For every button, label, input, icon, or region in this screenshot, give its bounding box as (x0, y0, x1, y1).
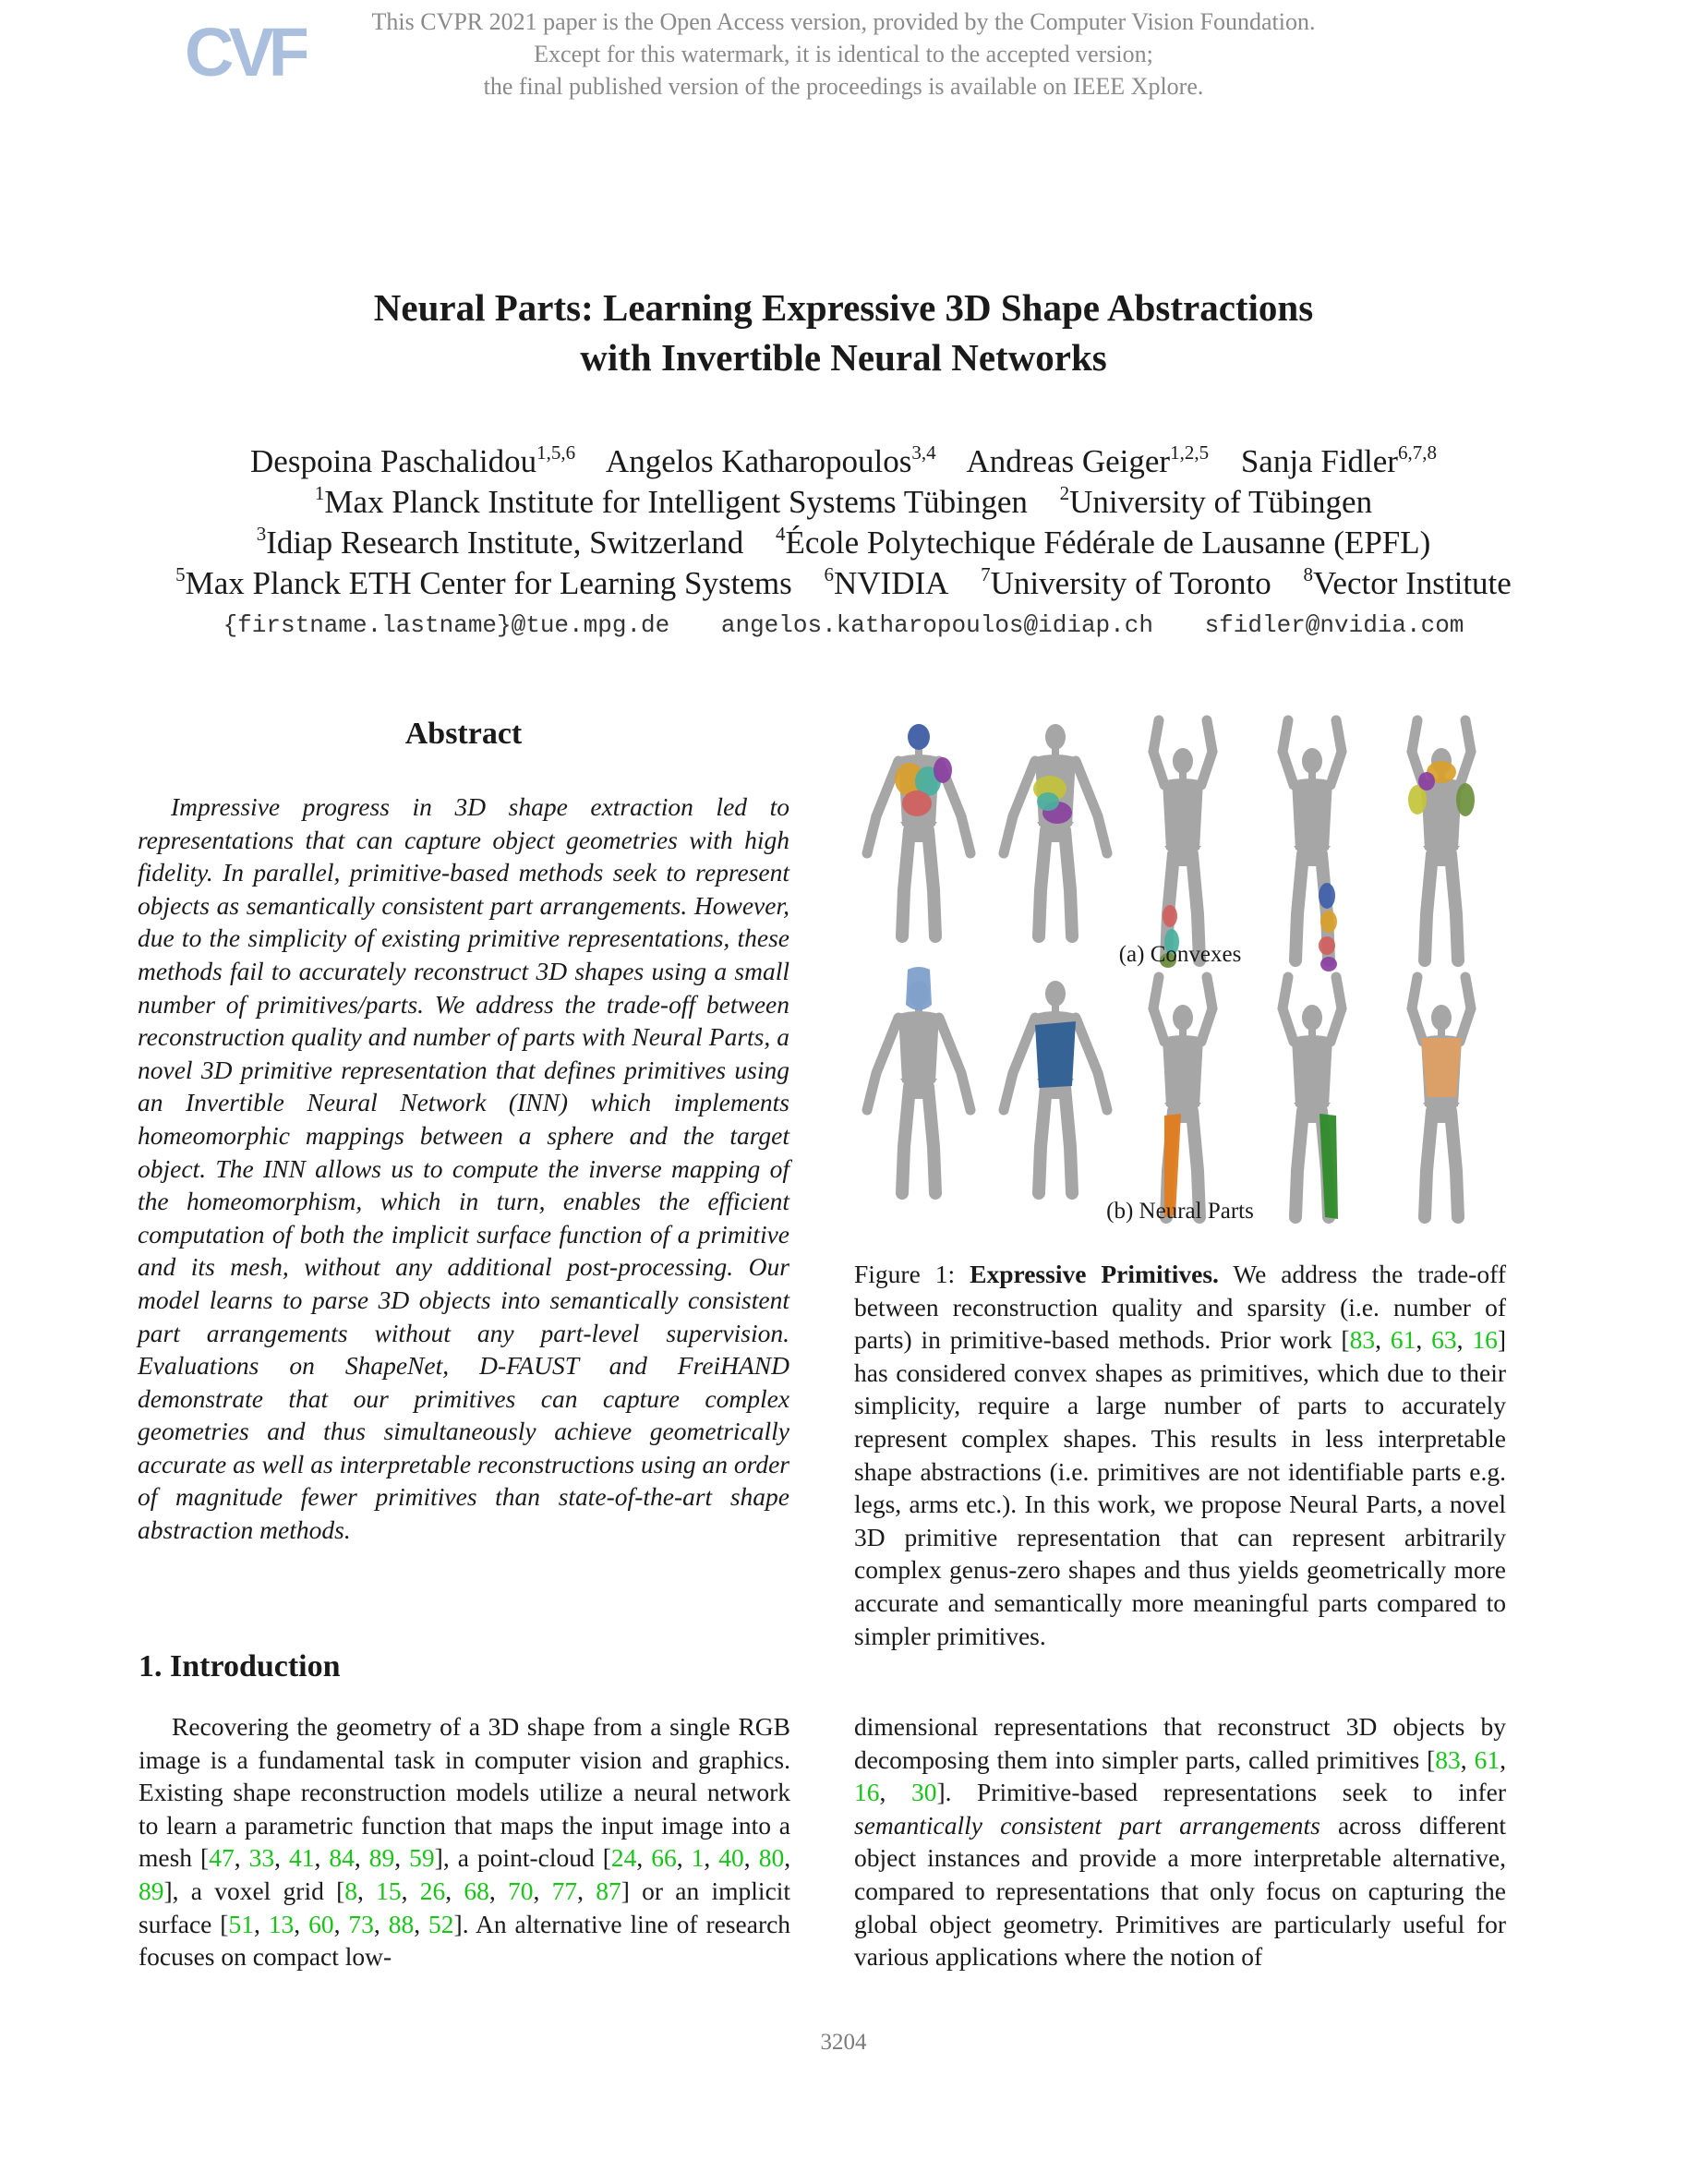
body-text: ] or an implicit surface [ (139, 1876, 791, 1938)
citation-link[interactable]: 24 (610, 1843, 637, 1873)
human-figure (1153, 977, 1212, 1217)
figure-leg (1065, 830, 1072, 936)
author-aff: 1,2,5 (1170, 441, 1210, 464)
figure-arm (1201, 977, 1212, 1042)
convex-part (1418, 772, 1435, 790)
aff-number: 3 (256, 523, 267, 545)
figure-head (1431, 1005, 1452, 1031)
body-text: ], a voxel grid [ (163, 1876, 345, 1905)
author-aff: 1,5,6 (536, 441, 576, 464)
citation-link[interactable]: 73 (348, 1909, 374, 1938)
figure-torso (1292, 1035, 1332, 1106)
author-aff: 6,7,8 (1397, 441, 1437, 464)
figure-arm (1004, 761, 1035, 853)
author-block (92, 441, 1595, 604)
affiliation-line (92, 523, 1595, 563)
figure-arm (867, 1018, 898, 1110)
citation-link[interactable]: 52 (428, 1909, 454, 1938)
affiliation: Vector Institute (1313, 565, 1512, 601)
citation-link[interactable]: 66 (651, 1843, 677, 1873)
figure-head (1045, 981, 1066, 1007)
affiliation-line (92, 482, 1595, 523)
figure-head (1302, 1005, 1322, 1031)
convex-part (1320, 911, 1337, 933)
abstract-heading: Abstract (404, 717, 523, 751)
email-line (92, 609, 1595, 641)
citation-link[interactable]: 26 (419, 1876, 446, 1905)
figure-head (1045, 724, 1066, 750)
citation-link[interactable]: 89 (139, 1876, 164, 1905)
human-figure (867, 981, 970, 1193)
author-name: Angelos Katharopoulos (605, 443, 912, 479)
aff-number: 6 (824, 563, 834, 585)
figure-head (1173, 1005, 1193, 1031)
email: {firstname.lastname}@tue.mpg.de (223, 611, 670, 639)
intro-left-column: Recovering the geometry of a 3D shape from a single RGB image is a fundamental task in computer vision and graphics. Existing shape reconstruction models utilize a neural network to learn a parametric function that maps the input image into a mesh [47, 33, 41, 84, 89, 59], a point-cloud [24, 66, 1, 40, 80, 89], a voxel grid [8, 15, 26, 68, 70, 77, 87] or an implicit surface [51, 13, 60, 73, 88, 52]. An alternative line of research focuses on compact low- (139, 1712, 791, 1972)
aff-number: 5 (175, 563, 186, 585)
human-figure (1153, 720, 1212, 960)
affiliation: NVIDIA (833, 565, 949, 601)
section-heading-introduction: 1. Introduction (139, 1649, 341, 1683)
title-line: Neural Parts: Learning Expressive 3D Shape Abstractions (373, 286, 1314, 329)
neural-part (906, 967, 932, 1010)
author-name: Despoina Paschalidou (250, 443, 537, 479)
aff-number: 1 (314, 482, 325, 504)
citation-link[interactable]: 77 (551, 1876, 578, 1905)
citation-link[interactable]: 87 (596, 1876, 621, 1905)
subcaption-b: (b) Neural Parts (1106, 1199, 1254, 1224)
abstract-text: Impressive progress in 3D shape extraction led to representations that can capture object geometries with high fidelity. In parallel, primitive-based methods seek to represent objects as semantically consistent part arrangements. However, due to the simplicity of existing primitive representations, these methods fail to accurately reconstruct 3D shapes using a small number of primitives/parts. We address the trade-off between reconstruction quality and number of parts with Neural Parts, a novel 3D primitive representation that defines primitives using an Invertible Neural Network (INN) which implements homeomorphic mappings between a sphere and the target object. The INN allows us to compute the inverse mapping of the homeomorphism, which in turn, enables the efficient computation of both the implicit surface function of a primitive and its mesh, without any additional post-processing. Our model learns to parse 3D objects into semantically consistent part arrangements without any part-level supervision. Evaluations on ShapeNet, D-FAUST and FreiHAND demonstrate that our primitives can capture complex geometries and thus simultaneously achieve geometrically accurate as well as interpretable reconstructions using an order of magnitude fewer primitives than state-of-the-art shape abstraction methods. (138, 792, 789, 1545)
figure-arm (1331, 720, 1342, 785)
citation-link[interactable]: 51 (228, 1909, 254, 1938)
caption-label: Figure 1: (854, 1260, 956, 1288)
affiliation: Idiap Research Institute, Switzerland (266, 525, 744, 561)
figure-arm (1201, 720, 1212, 785)
figure-1-image (854, 711, 1506, 1228)
citation-link[interactable]: 88 (388, 1909, 415, 1938)
figure-arm (1460, 720, 1471, 785)
affiliation: École Polytechique Fédérale de Lausanne (EPFL) (785, 525, 1431, 561)
figure-arm (1153, 977, 1164, 1042)
abstract-body (138, 790, 789, 1547)
convex-part (1037, 792, 1059, 811)
citation-link[interactable]: 59 (409, 1843, 435, 1873)
citation-link[interactable]: 83 (1435, 1744, 1461, 1774)
figure-arm (1460, 977, 1471, 1042)
neural-part (1035, 1021, 1076, 1088)
title-line: with Invertible Neural Networks (580, 336, 1107, 379)
citation-link[interactable]: 60 (308, 1909, 334, 1938)
figure-torso (1163, 778, 1203, 850)
caption-bold: Expressive Primitives. (970, 1260, 1219, 1288)
convex-part (1456, 783, 1475, 816)
figure-caption: Figure 1: Expressive Primitives. We address the trade-off between reconstruction quality and sparsity (i.e. number of parts) in primitive-based methods. Prior work [83, 61, 63, 16] has considered convex shapes as primitives, which due to their simplicity, require a large number of parts to accurately represent complex shapes. This results in less interpretable shape abstractions (i.e. primitives are not identifiable parts e.g. legs, arms etc.). In this work, we propose Neural Parts, a novel 3D primitive representation that can represent arbitrarily complex genus-zero shapes and thus yields geometrically more accurate and semantically more meaningful parts compared to simpler primitives. (854, 1260, 1506, 1650)
convex-part (908, 724, 930, 750)
caption-text: We address the trade-off between reconstruction quality and sparsity (i.e. number of parts) in primitive-based methods. Prior work [ (854, 1260, 1506, 1355)
page-number: 3204 (820, 2030, 867, 2055)
citation-link[interactable]: 41 (289, 1843, 315, 1873)
figure-torso (898, 1011, 939, 1082)
citation-link[interactable]: 84 (329, 1843, 355, 1873)
human-figure (867, 724, 970, 936)
figure-arm (1076, 761, 1107, 853)
author-name: Andreas Geiger (966, 443, 1171, 479)
affiliation: University of Toronto (990, 565, 1271, 601)
figure-leg (928, 830, 935, 936)
convex-part (1319, 883, 1335, 909)
figure-leg (1065, 1087, 1072, 1193)
human-figure (1004, 724, 1107, 936)
caption-text: ] has considered convex shapes as primitives, which due to their simplicity, require a large number of parts to accurately represent complex shapes. This results in less interpretable shape abstractions (i.e. primitives are not identifiable parts e.g. legs, arms etc.). In this work, we propose Neural Parts, a novel 3D primitive representation that can represent arbitrarily complex genus-zero shapes and thus yields geometrically more accurate and semantically more meaningful parts compared to simpler primitives. (854, 1325, 1506, 1650)
figure-leg (1039, 830, 1046, 936)
figure-arm (1153, 720, 1164, 785)
convex-part (902, 790, 932, 816)
figure-arm (1283, 977, 1294, 1042)
figure-arm (1283, 720, 1294, 785)
figure-row-convexes (867, 720, 1475, 971)
figure-arm (939, 1018, 970, 1110)
citation-link[interactable]: 83 (1349, 1325, 1376, 1355)
aff-number: 4 (776, 523, 786, 545)
aff-number: 8 (1303, 563, 1314, 585)
body-text: ], a point-cloud [ (434, 1843, 611, 1873)
author-name: Sanja Fidler (1240, 443, 1398, 479)
citation-link[interactable]: 63 (1431, 1325, 1457, 1355)
figure-torso (1292, 778, 1332, 850)
citation-link[interactable]: 61 (1390, 1325, 1416, 1355)
figure-arm (1331, 977, 1342, 1042)
email: sfidler@nvidia.com (1204, 611, 1464, 639)
figure-head (1302, 748, 1322, 774)
cvf-logo-text: CVF (185, 14, 305, 90)
convex-part (1163, 905, 1177, 927)
affiliation: Max Planck ETH Center for Learning Systems (185, 565, 792, 601)
citation-link[interactable]: 8 (344, 1876, 358, 1905)
watermark-line: This CVPR 2021 paper is the Open Access version, provided by the Computer Vision Foundation. (371, 8, 1316, 35)
author-line (92, 441, 1595, 482)
watermark-line: Except for this watermark, it is identical to the accepted version; (534, 41, 1153, 67)
affiliation-line (92, 563, 1595, 604)
figure-row-neural-parts (867, 967, 1471, 1219)
figure-arm (1412, 977, 1423, 1042)
body-text: dimensional representations that reconstruct 3D objects by decomposing them into simpler parts, called primitives [ (854, 1712, 1506, 1774)
citation-link[interactable]: 15 (376, 1876, 402, 1905)
email: angelos.katharopoulos@idiap.ch (720, 611, 1153, 639)
figure-torso (1163, 1035, 1203, 1106)
citation-link[interactable]: 30 (910, 1778, 937, 1807)
aff-number: 2 (1059, 482, 1070, 504)
body-text: across different object instances and provide a more interpretable alternative, compared to representations that only focus on capturing the global object geometry. Primitives are particularly useful for various applications where the notion of (854, 1810, 1506, 1972)
figure-leg (1039, 1087, 1046, 1193)
citation-link[interactable]: 68 (464, 1876, 489, 1905)
citation-link[interactable]: 1 (691, 1843, 705, 1873)
citation-link[interactable]: 16 (1472, 1325, 1498, 1355)
paper-title (185, 283, 1502, 382)
citation-link[interactable]: 40 (718, 1843, 744, 1873)
figure-leg (902, 1087, 910, 1193)
body-emphasis: semantically consistent part arrangements (854, 1810, 1320, 1840)
watermark-line: the final published version of the proceedings is available on IEEE Xplore. (483, 73, 1204, 100)
intro-right-column: dimensional representations that reconstruct 3D objects by decomposing them into simpler parts, called primitives [83, 61, 16, 30]. Primitive-based representations seek to infer semantically consistent part arrangements across different object instances and provide a more interpretable alternative, compared to representations that only focus on capturing the global object geometry. Primitives are particularly useful for various applications where the notion of (854, 1712, 1507, 1972)
author-aff: 3,4 (911, 441, 936, 464)
figure-leg (928, 1087, 935, 1193)
citation-link[interactable]: 13 (268, 1909, 295, 1938)
figure-leg (902, 830, 910, 936)
citation-link[interactable]: 16 (854, 1778, 880, 1807)
citation-link[interactable]: 33 (248, 1843, 275, 1873)
citation-link[interactable]: 61 (1474, 1744, 1500, 1774)
figure-arm (1076, 1018, 1107, 1110)
body-text: Recovering the geometry of a 3D shape from a single RGB image is a fundamental task in computer vision and graphics. Existing shape reconstruction models utilize a neural network to learn a parametric function that maps the input image into a mesh [ (139, 1712, 790, 1873)
watermark-notice (277, 6, 1410, 103)
aff-number: 7 (981, 563, 991, 585)
affiliation: Max Planck Institute for Intelligent Systems Tübingen (324, 484, 1028, 520)
body-text: ]. An alternative line of research focuses on compact low- (139, 1909, 791, 1972)
citation-link[interactable]: 70 (508, 1876, 534, 1905)
neural-part (1421, 1038, 1462, 1097)
convex-part (934, 757, 952, 783)
body-text: ]. Primitive-based representations seek to infer (936, 1778, 1507, 1807)
subcaption-a: (a) Convexes (1118, 942, 1242, 967)
citation-link[interactable]: 80 (758, 1843, 785, 1873)
figure-arm (867, 761, 898, 853)
affiliation: University of Tübingen (1069, 484, 1373, 520)
citation-link[interactable]: 89 (368, 1843, 395, 1873)
figure-arm (1004, 1018, 1035, 1110)
citation-link[interactable]: 47 (209, 1843, 235, 1873)
figure-head (1173, 748, 1193, 774)
human-figure (1412, 720, 1471, 960)
